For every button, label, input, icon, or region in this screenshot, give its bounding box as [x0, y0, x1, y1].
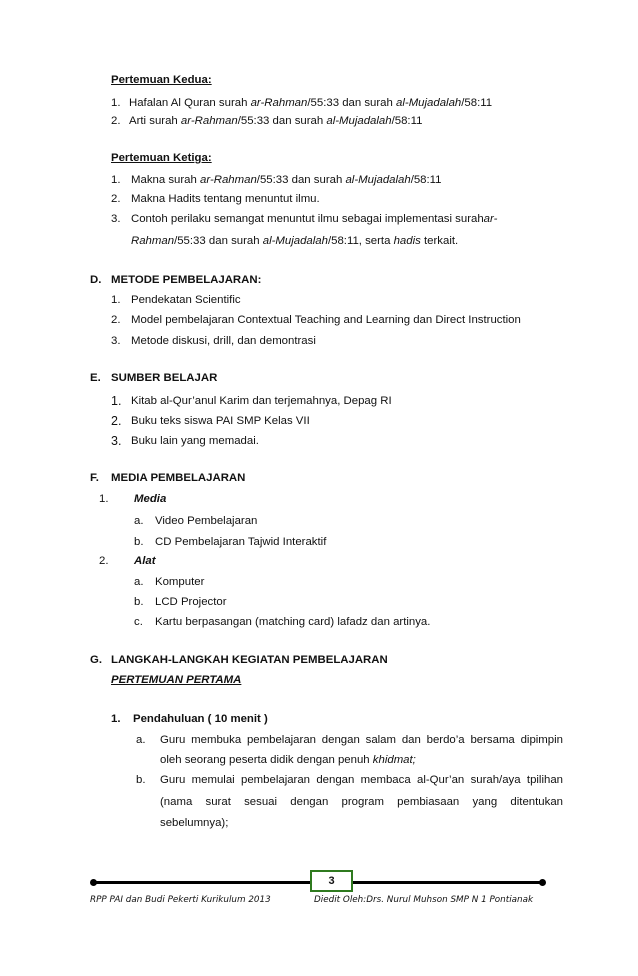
list-item: Makna Hadits tentang menuntut ilmu. — [131, 193, 320, 205]
footer-rule-endpoint — [539, 879, 546, 886]
section-letter: G. — [90, 654, 103, 666]
list-item: Metode diskusi, drill, dan demontrasi — [131, 335, 316, 347]
list-number: 1. — [99, 493, 109, 505]
footer-left-text: RPP PAI dan Budi Pekerti Kurikulum 2013 — [90, 895, 271, 905]
section-letter: D. — [90, 274, 102, 286]
list-number: 2. — [99, 555, 109, 567]
pertemuan-kedua-title: Pertemuan Kedua: — [111, 74, 212, 86]
list-number: 2. — [111, 314, 121, 326]
list-number: 2. — [111, 115, 121, 127]
list-number: 2. — [111, 193, 121, 205]
section-heading: LANGKAH-LANGKAH KEGIATAN PEMBELAJARAN — [111, 654, 388, 666]
list-item: Arti surah ar-Rahman/55:33 dan surah al-Mujadalah/58:11 — [129, 115, 423, 127]
pendahuluan-heading: Pendahuluan ( 10 menit ) — [133, 713, 268, 725]
list-item: Buku teks siswa PAI SMP Kelas VII — [131, 415, 310, 427]
list-item: Makna surah ar-Rahman/55:33 dan surah al-Mujadalah/58:11 — [131, 174, 442, 186]
list-number: 1. — [111, 394, 122, 408]
pertemuan-ketiga-title: Pertemuan Ketiga: — [111, 152, 212, 164]
list-number: 1. — [111, 713, 121, 725]
list-letter: a. — [134, 515, 144, 527]
list-letter: a. — [136, 734, 146, 746]
pertemuan-pertama-title: PERTEMUAN PERTAMA — [111, 674, 242, 686]
alat-heading: Alat — [134, 555, 156, 567]
list-item: Guru membuka pembelajaran dengan salam dan berdo’a bersama dipimpin — [160, 734, 563, 746]
list-item: Buku lain yang memadai. — [131, 435, 259, 447]
list-item: Video Pembelajaran — [155, 515, 258, 527]
list-letter: a. — [134, 576, 144, 588]
section-letter: E. — [90, 372, 101, 384]
list-item: Komputer — [155, 576, 205, 588]
section-heading: METODE PEMBELAJARAN: — [111, 274, 262, 286]
list-letter: b. — [136, 774, 146, 786]
list-item-continuation: oleh seorang peserta didik dengan penuh khidmat; — [160, 754, 416, 766]
list-item: Model pembelajaran Contextual Teaching and Learning dan Direct Instruction — [131, 314, 521, 326]
list-item: Kartu berpasangan (matching card) lafadz dan artinya. — [155, 616, 431, 628]
list-number: 1. — [111, 294, 121, 306]
list-letter: c. — [134, 616, 143, 628]
list-number: 3. — [111, 434, 122, 448]
list-item: Contoh perilaku semangat menuntut ilmu sebagai implementasi surahar- — [131, 213, 498, 225]
list-number: 3. — [111, 335, 121, 347]
list-item: Pendekatan Scientific — [131, 294, 241, 306]
list-letter: b. — [134, 536, 144, 548]
section-heading: MEDIA PEMBELAJARAN — [111, 472, 246, 484]
list-number: 1. — [111, 174, 121, 186]
media-heading: Media — [134, 493, 167, 505]
list-item-continuation: Rahman/55:33 dan surah al-Mujadalah/58:11, serta hadis terkait. — [131, 235, 459, 247]
list-item: CD Pembelajaran Tajwid Interaktif — [155, 536, 327, 548]
list-number: 1. — [111, 97, 121, 109]
list-item: Kitab al-Qur’anul Karim dan terjemahnya, Depag RI — [131, 395, 392, 407]
footer-rule-endpoint — [90, 879, 97, 886]
list-number: 3. — [111, 213, 121, 225]
footer-right-text: Diedit Oleh:Drs. Nurul Muhson SMP N 1 Pontianak — [314, 895, 534, 905]
section-letter: F. — [90, 472, 99, 484]
section-heading: SUMBER BELAJAR — [111, 372, 218, 384]
list-item: LCD Projector — [155, 596, 227, 608]
list-item: Hafalan Al Quran surah ar-Rahman/55:33 dan surah al-Mujadalah/58:11 — [129, 97, 493, 109]
list-item: Guru memulai pembelajaran dengan membaca al-Qur’an surah/aya tpilihan — [160, 774, 563, 786]
list-item-continuation: sebelumnya); — [160, 817, 229, 829]
page-number: 3 — [310, 870, 353, 892]
list-item-continuation: (nama surat sesuai dengan program pembiasaan yang ditentukan — [160, 796, 563, 808]
list-letter: b. — [134, 596, 144, 608]
list-number: 2. — [111, 414, 122, 428]
